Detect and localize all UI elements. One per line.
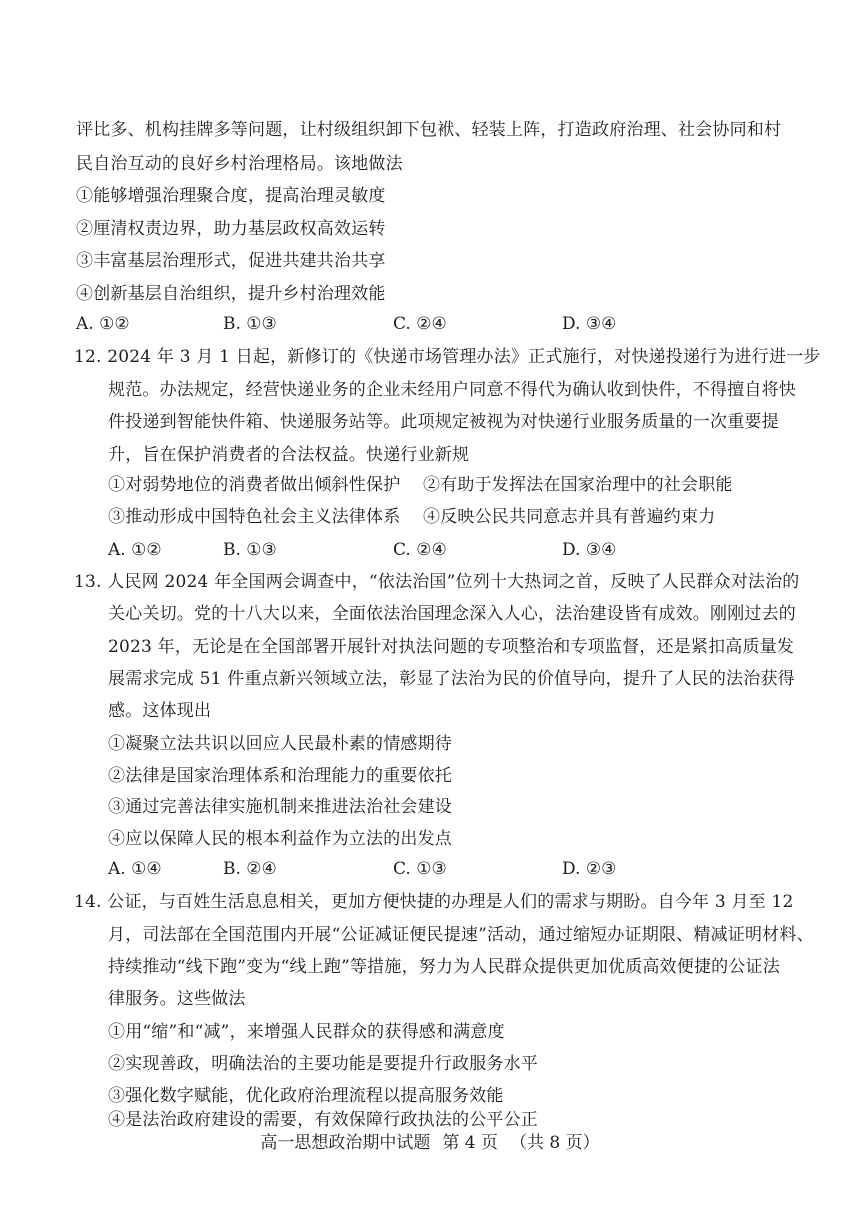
q12-statement: ③推动形成中国特色社会主义法律体系 — [108, 507, 401, 527]
q13-statement: ④应以保障人民的根本利益作为立法的出发点 — [108, 829, 452, 849]
q12-choice-c: C. ②④ — [393, 540, 447, 560]
q12-stem-line: 件投递到智能快件箱、快递服务站等。此项规定被视为对快递行业服务质量的一次重要提 — [108, 412, 779, 432]
q13-choices — [108, 858, 748, 880]
q13-stem-line: 2023 年，无论是在全国部署开展针对执法问题的专项整治和专项监督，还是紧扣高质量发 — [108, 637, 795, 657]
q11-choice-a: A. ①② — [76, 314, 130, 334]
q11-statement: ②厘清权责边界，助力基层政权高效运转 — [76, 219, 386, 239]
q12-choice-a: A. ①② — [108, 540, 162, 560]
q13-stem-line: 13. 人民网 2024 年全国两会调查中，“依法治国”位列十大热词之首，反映了人民群众对法治的 — [74, 572, 800, 592]
q11-choice-b: B. ①③ — [223, 314, 277, 334]
q11-stem-line: 评比多、机构挂牌多等问题，让村级组织卸下包袱、轻装上阵，打造政府治理、社会协同和村 — [76, 120, 782, 140]
q13-choice-d: D. ②③ — [562, 859, 617, 879]
footer-total-pages: （共 8 页） — [510, 1133, 600, 1153]
q12-stem-line: 升，旨在保护消费者的合法权益。快递行业新规 — [108, 445, 470, 465]
q12-statement: ①对弱势地位的消费者做出倾斜性保护 — [108, 475, 401, 495]
q14-statement: ③强化数字赋能，优化政府治理流程以提高服务效能 — [108, 1086, 504, 1106]
q12-stem-line: 12. 2024 年 3 月 1 日起，新修订的《快递市场管理办法》正式施行，对快递投递行为进行进一步 — [74, 347, 821, 367]
q12-stem-line: 规范。办法规定，经营快递业务的企业未经用户同意不得代为确认收到快件，不得擅自将快 — [108, 380, 796, 400]
q14-stem-line: 律服务。这些做法 — [108, 989, 246, 1009]
q13-statement: ③通过完善法律实施机制来推进法治社会建设 — [108, 797, 452, 817]
q13-stem-line: 展需求完成 51 件重点新兴领域立法，彰显了法治为民的价值导向，提升了人民的法治获得 — [108, 669, 795, 689]
q12-statement: ④反映公民共同意志并具有普遍约束力 — [423, 507, 716, 527]
q11-choice-d: D. ③④ — [562, 314, 617, 334]
page-footer — [0, 1132, 860, 1154]
q13-stem-line: 关心关切。党的十八大以来，全面依法治国理念深入人心，法治建设皆有成效。刚刚过去的 — [108, 604, 796, 624]
q12-choice-b: B. ①③ — [223, 540, 277, 560]
q11-statement: ③丰富基层治理形式，促进共建共治共享 — [76, 251, 386, 271]
q13-stem-line: 感。这体现出 — [108, 701, 212, 721]
q12-choices — [108, 539, 748, 561]
q13-choice-a: A. ①④ — [108, 859, 162, 879]
q13-statement: ①凝聚立法共识以回应人民最朴素的情感期待 — [108, 734, 452, 754]
q11-statement: ①能够增强治理聚合度，提高治理灵敏度 — [76, 186, 386, 206]
q14-statement: ④是法治政府建设的需要，有效保障行政执法的公平公正 — [108, 1110, 538, 1130]
q14-statement: ②实现善政，明确法治的主要功能是要提升行政服务水平 — [108, 1054, 538, 1074]
q12-statement: ②有助于发挥法在国家治理中的社会职能 — [423, 475, 733, 495]
q14-statement: ①用“缩”和“减”，来增强人民群众的获得感和满意度 — [108, 1022, 505, 1042]
q11-stem-line: 民自治互动的良好乡村治理格局。该地做法 — [76, 154, 403, 174]
footer-title: 高一思想政治期中试题 — [260, 1133, 431, 1153]
q11-choices — [76, 313, 716, 335]
q13-choice-b: B. ②④ — [223, 859, 277, 879]
q13-statement: ②法律是国家治理体系和治理能力的重要依托 — [108, 766, 452, 786]
footer-page-number: 第 4 页 — [442, 1133, 498, 1153]
q11-choice-c: C. ②④ — [393, 314, 447, 334]
q12-choice-d: D. ③④ — [562, 540, 617, 560]
q14-stem-line: 持续推动“线下跑”变为“线上跑”等措施，努力为人民群众提供更加优质高效便捷的公证法 — [108, 957, 780, 977]
q11-statement: ④创新基层自治组织，提升乡村治理效能 — [76, 284, 386, 304]
q14-stem-line: 月，司法部在全国范围内开展“公证减证便民提速”活动，通过缩短办证期限、精减证明材料、 — [108, 925, 814, 945]
q13-choice-c: C. ①③ — [393, 859, 447, 879]
q14-stem-line: 14. 公证，与百姓生活息息相关，更加方便快捷的办理是人们的需求与期盼。自今年 3 月至 12 — [74, 892, 794, 912]
